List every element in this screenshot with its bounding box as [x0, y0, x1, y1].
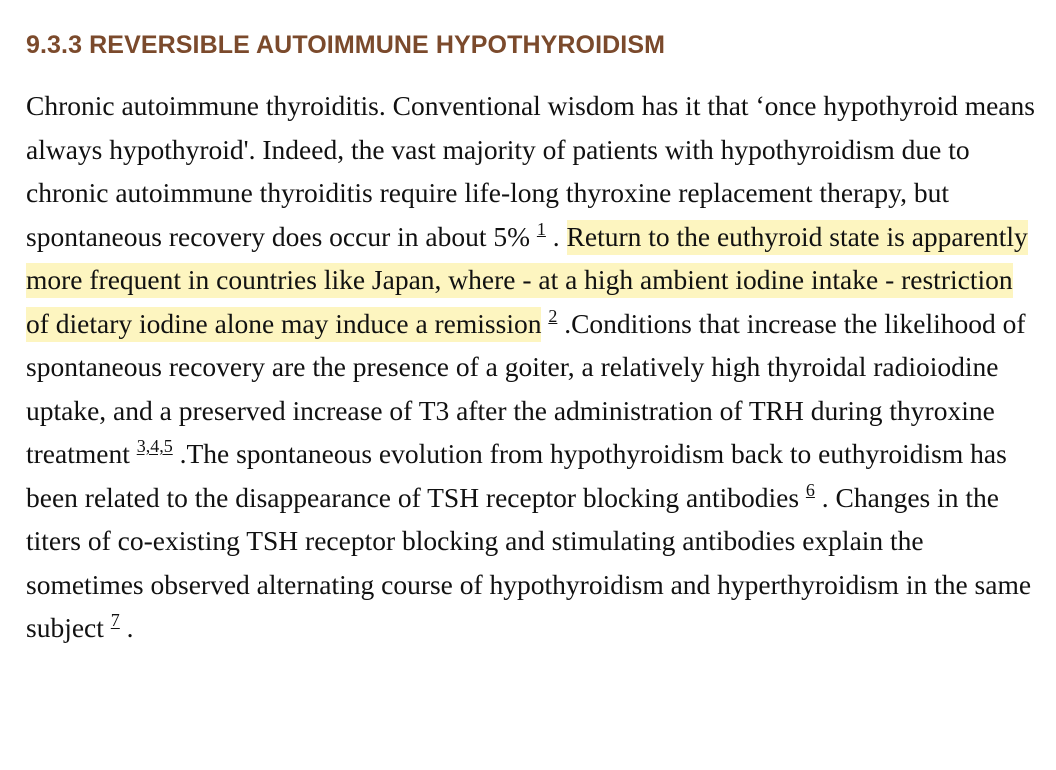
text-segment: Chronic autoimmune thyroiditis. Conventional wisdom has it that ‘once hypothyroid means always hypothyroid'. Indeed, the vast majority of patients with hypothyroidism due to chronic autoimmune thyroiditis require life-long thyroxine replacement therapy, but spontaneous recovery does occur in about 5%	[26, 90, 1035, 252]
section-heading: 9.3.3 REVERSIBLE AUTOIMMUNE HYPOTHYROIDISM	[26, 31, 666, 59]
reference-2[interactable]	[548, 305, 557, 325]
reference-link-6[interactable]: 6	[805, 479, 815, 500]
text-segment: . Changes in the titers of co-existing TSH receptor blocking and stimulating antibodies explain the sometimes observed alternating course of hypothyroidism and hyperthyroidism in the same subject	[26, 481, 1032, 643]
highlighted-text: Return to the euthyroid state is apparently more frequent in countries like Japan, where - at a high ambient iodine intake - restriction of dietary iodine alone may induce a remission	[26, 220, 1028, 342]
text-segment: .Conditions that increase the likelihood of spontaneous recovery are the presence of a goiter, a relatively high thyroidal radioiodine uptake, and a preserved increase of T3 after the administration of TRH during thyroxine treatment	[26, 307, 1026, 469]
reference-link-2[interactable]: 2	[548, 305, 558, 326]
body-paragraph	[26, 84, 1036, 650]
text-segment: .	[545, 220, 567, 252]
reference-3-4-5[interactable]	[137, 436, 173, 456]
reference-link-3-4-5[interactable]: 3,4,5	[136, 435, 173, 456]
reference-1[interactable]	[537, 218, 546, 238]
reference-link-1[interactable]: 1	[536, 218, 546, 239]
text-segment: .The spontaneous evolution from hypothyroidism back to euthyroidism has been related to the disappearance of TSH receptor blocking antibodies	[26, 438, 1007, 513]
text-segment: .	[119, 612, 134, 643]
document-page	[26, 30, 1036, 650]
reference-link-7[interactable]: 7	[110, 609, 120, 630]
reference-7[interactable]	[111, 610, 120, 630]
reference-6[interactable]	[806, 479, 815, 499]
